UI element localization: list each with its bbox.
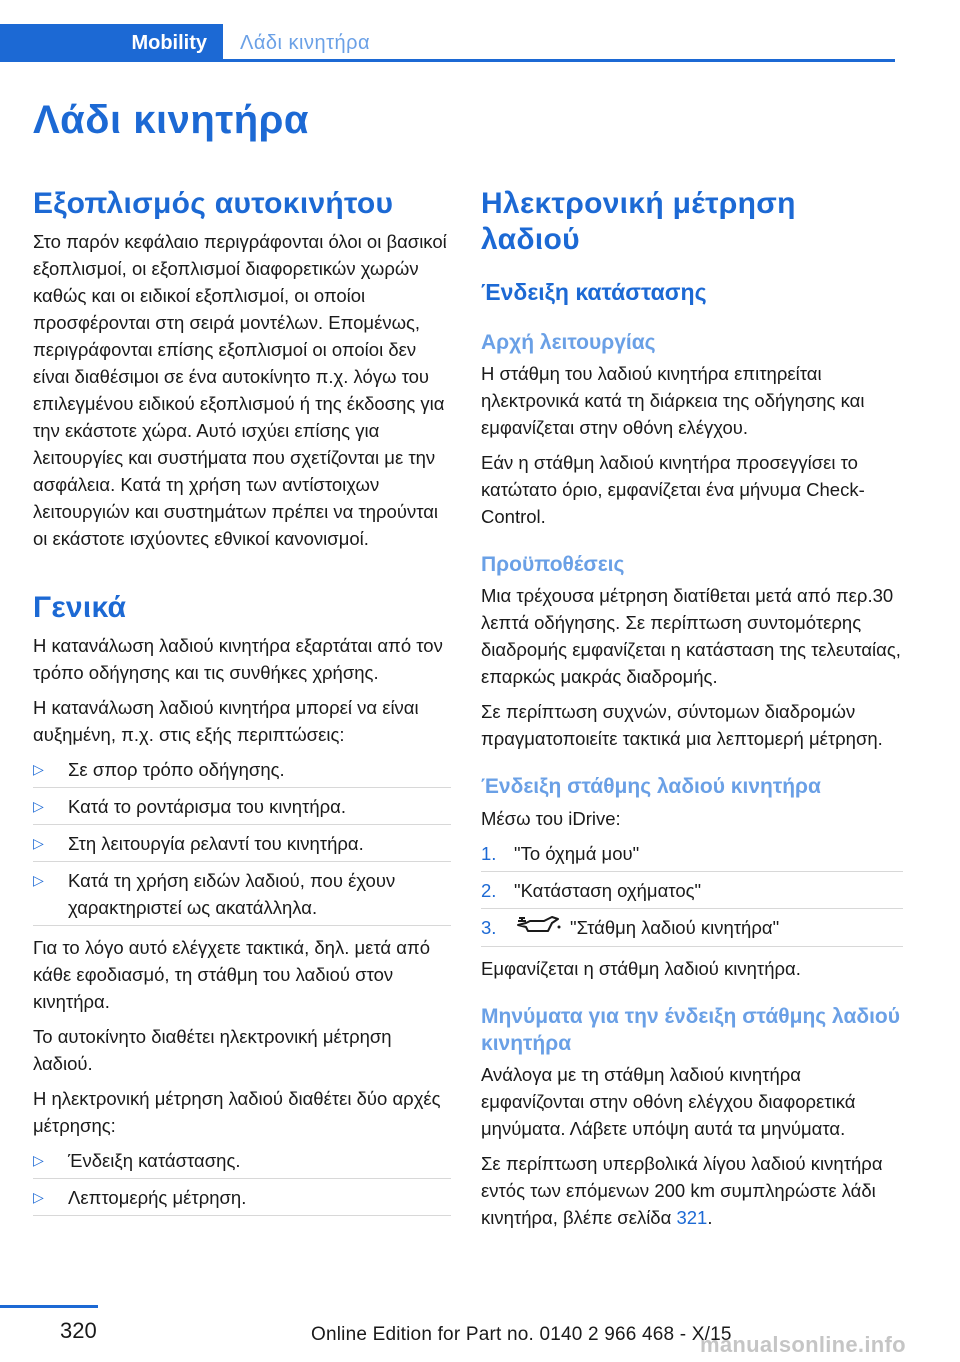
general-paragraph-4: Το αυτοκίνητο διαθέτει ηλεκτρονική μέτρηση λαδιού. [33, 1026, 392, 1074]
left-column [33, 186, 451, 1224]
oil-level-display-heading: Ένδειξη στάθμης λαδιού κινητήρα [481, 775, 821, 799]
general-paragraph-3: Για το λόγο αυτό ελέγχετε τακτικά, δηλ. μετά από κάθε εφοδιασμό, τη στάθμη του λαδιού στον κινητήρα. [33, 937, 431, 1012]
triangle-bullet-icon: ▷ [33, 835, 44, 851]
list-item: 3. "Στάθμη λαδιού κινητήρα" [481, 914, 903, 948]
general-paragraph-5: Η ηλεκτρονική μέτρηση λαδιού διαθέτει δύο αρχές μέτρησης: [33, 1088, 441, 1136]
status-display-heading: Ένδειξη κατάστασης [481, 279, 707, 305]
operation-paragraph-2: Εάν η στάθμη λαδιού κινητήρα προσεγγίσει το κατώτατο όριο, εμφανίζεται ένα μήνυμα Check-Control. [481, 452, 865, 528]
general-paragraph-2: Η κατανάλωση λαδιού κινητήρα μπορεί να είναι αυξημένη, π.χ. στις εξής περιπτώσεις: [33, 697, 419, 745]
page-title: Λάδι κινητήρα [33, 98, 309, 142]
equipment-text: Στο παρόν κεφάλαιο περιγράφονται όλοι οι βασικοί εξοπλισμοί, οι εξοπλισμοί διαφορετικών χωρών καθώς και οι ειδικοί εξοπλισμοί, οι οποίοι προσφέρονται στη σειρά μοντέλων. Επομένως, περιγράφονται επίσης εξοπλισμοί οι οποίοι δεν είναι διαθέσιμοι σε ένα αυτοκίνητο π.χ. λόγω του επιλεγμένου ειδικού εξοπλισμού ή της έκδοσης για την εκάστοτε χώρα. Αυτό ισχύει επίσης για λειτουργίες και συστήματα που σχετίζονται με την ασφάλεια. Κατά τη χρήση των αντίστοιχων λειτουργιών και συστημάτων πρέπει να τηρούνται οι εκάστοτε ισχύοντες εθνικοί κανονισμοί. [33, 231, 447, 549]
general-paragraph-1: Η κατανάλωση λαδιού κινητήρα εξαρτάται από τον τρόπο οδήγησης και τις συνθήκες χρήσης. [33, 635, 443, 683]
prerequisites-paragraph-2: Σε περίπτωση συχνών, σύντομων διαδρομών πραγματοποιείτε τακτικά μια λεπτομερή μέτρηση. [481, 701, 883, 750]
principles-list [33, 1147, 451, 1216]
list-item: 2. "Κατάσταση οχήματος" [481, 877, 903, 909]
cases-list [33, 756, 451, 926]
idrive-steps [481, 840, 903, 948]
triangle-bullet-icon: ▷ [33, 1152, 44, 1168]
triangle-bullet-icon: ▷ [33, 761, 44, 777]
watermark: manualsonline.info [700, 1332, 906, 1357]
prerequisites-heading: Προϋποθέσεις [481, 553, 625, 577]
right-column [481, 186, 903, 1239]
operation-paragraph-1: Η στάθμη του λαδιού κινητήρα επιτηρείται ηλεκτρονικά κατά τη διάρκεια της οδήγησης και εμφανίζεται στην οθόνη ελέγχου. [481, 363, 865, 439]
display-result: Εμφανίζεται η στάθμη λαδιού κινητήρα. [481, 958, 801, 980]
list-item: ▷ Κατά το ροντάρισμα του κινητήρα. [33, 793, 451, 825]
page-number: 320 [60, 1318, 97, 1343]
idrive-intro: Μέσω του iDrive: [481, 807, 621, 829]
section-tab[interactable]: Mobility [0, 24, 223, 62]
oil-can-icon [514, 915, 562, 942]
edition-text: Online Edition for Part no. 0140 2 966 468 - X/15 [311, 1324, 732, 1345]
messages-paragraph-2: Σε περίπτωση υπερβολικά λίγου λαδιού κινητήρα εντός των επόμενων 200 km συμπληρώστε λάδι κινητήρα, βλέπε σελίδα 321. [481, 1152, 883, 1228]
list-item: ▷ Ένδειξη κατάστασης. [33, 1147, 451, 1179]
equipment-heading: Εξοπλισμός αυτοκινήτου [33, 187, 394, 220]
triangle-bullet-icon: ▷ [33, 1189, 44, 1205]
footer-rule [0, 1305, 98, 1308]
electronic-measurement-heading: Ηλεκτρονική μέτρηση λαδιού [481, 187, 796, 256]
messages-paragraph-1: Ανάλογα με τη στάθμη λαδιού κινητήρα εμφανίζονται στην οθόνη ελέγχου διαφορετικά μηνύματα. Λάβετε υπόψη αυτά τα μηνύματα. [481, 1063, 856, 1139]
header-rule [223, 59, 895, 62]
list-item: ▷ Λεπτομερής μέτρηση. [33, 1184, 451, 1216]
triangle-bullet-icon: ▷ [33, 798, 44, 814]
list-item: 1. "Το όχημά μου" [481, 840, 903, 872]
list-item: ▷ Σε σπορ τρόπο οδήγησης. [33, 756, 451, 788]
prerequisites-paragraph-1: Μια τρέχουσα μέτρηση διατίθεται μετά από περ.30 λεπτά οδήγησης. Σε περίπτωση συντομότερης διαδρομής εμφανίζεται η κατάσταση της τελευταίας, επαρκώς μακράς διαδρομής. [481, 585, 901, 688]
messages-heading: Μηνύματα για την ένδειξη στάθμης λαδιού κινητήρα [481, 1005, 900, 1055]
list-item: ▷ Στη λειτουργία ρελαντί του κινητήρα. [33, 830, 451, 862]
page-reference-link[interactable]: 321 [676, 1206, 708, 1228]
list-item: ▷ Κατά τη χρήση ειδών λαδιού, που έχουν χαρακτηριστεί ως ακατάλληλα. [33, 867, 451, 926]
chapter-tab[interactable]: Λάδι κινητήρα [240, 31, 371, 54]
operation-heading: Αρχή λειτουργίας [481, 330, 656, 354]
header-bar [0, 24, 895, 62]
triangle-bullet-icon: ▷ [33, 872, 44, 888]
general-heading: Γενικά [33, 591, 127, 624]
